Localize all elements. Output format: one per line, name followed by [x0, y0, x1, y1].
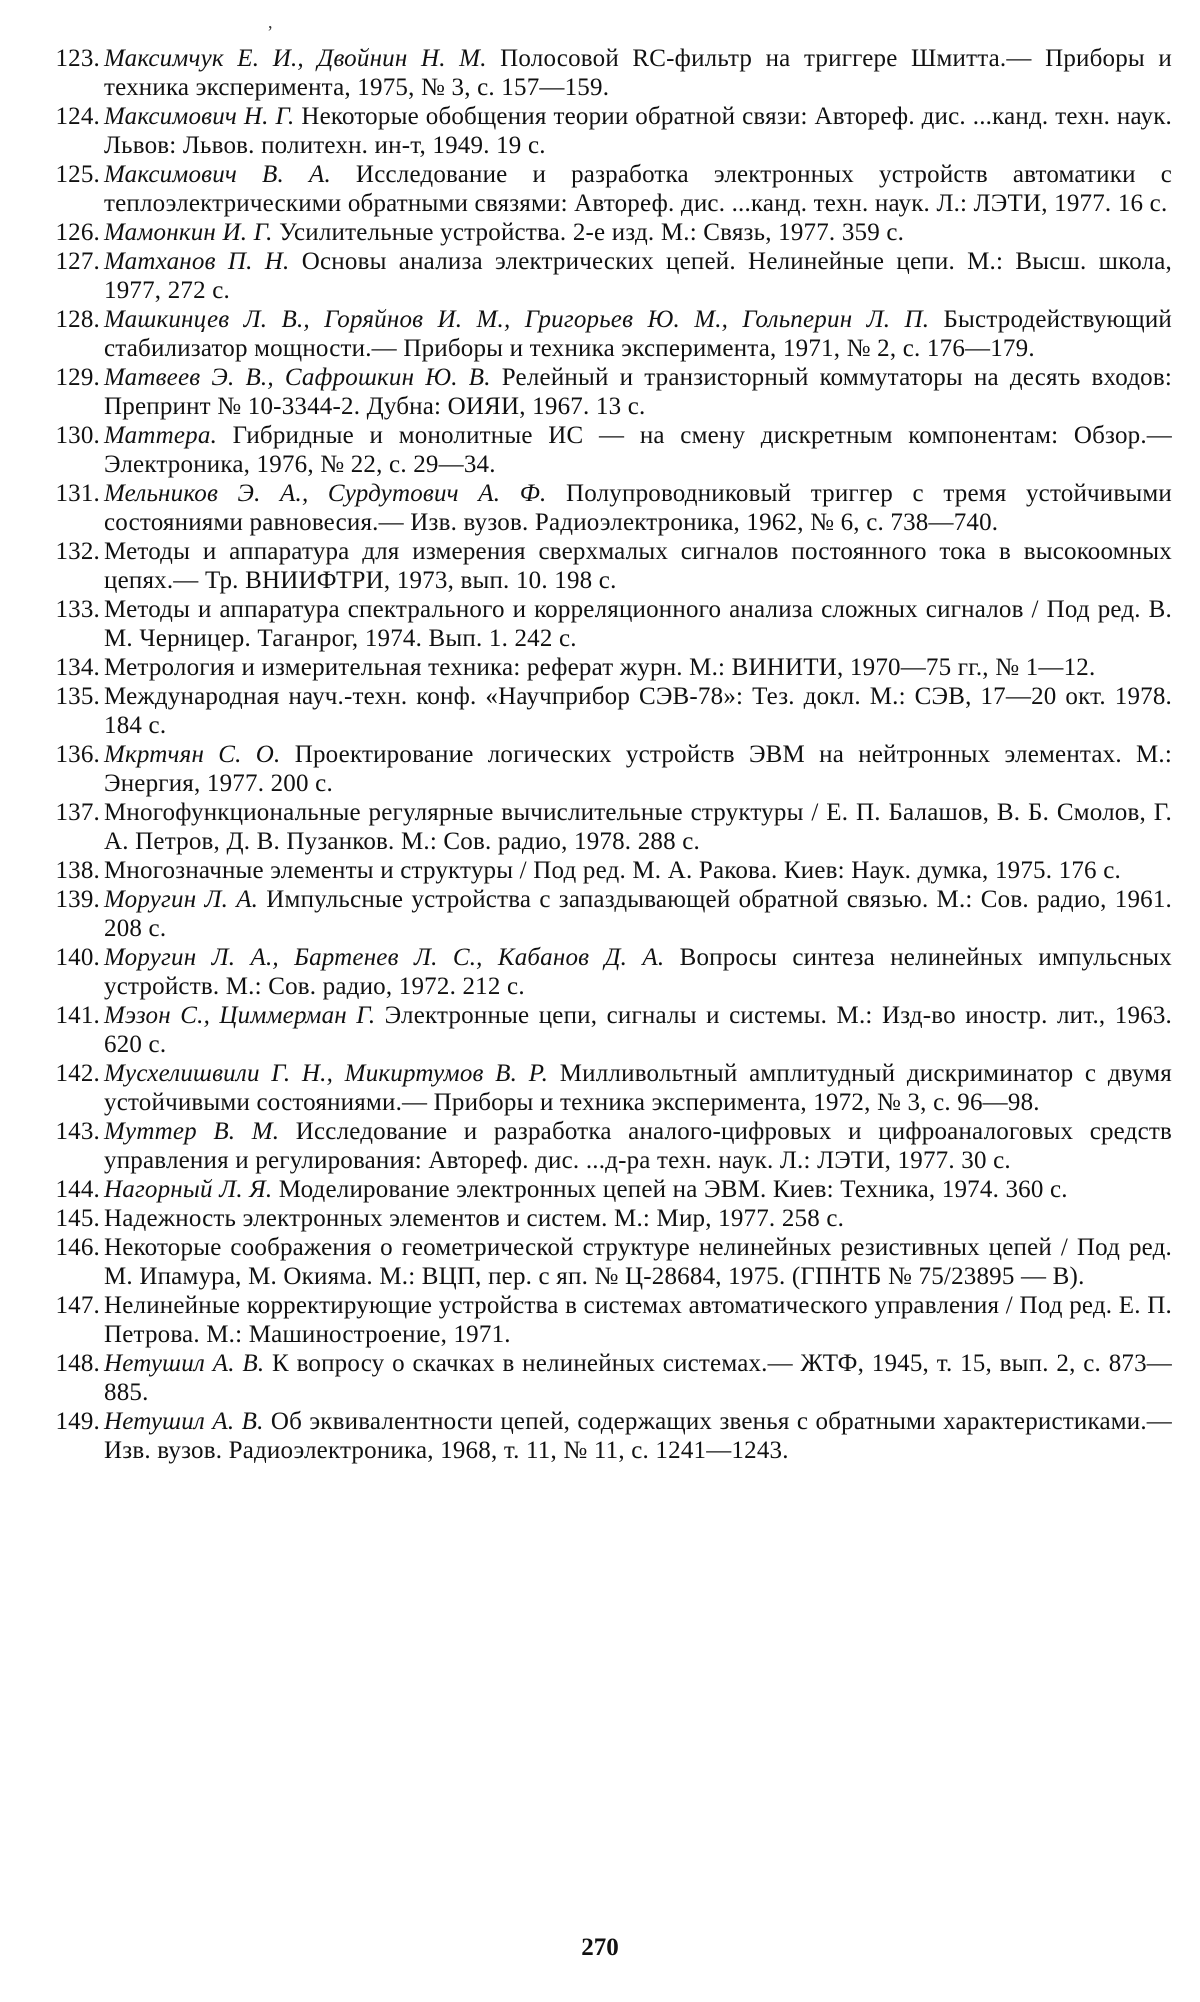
reference-text: Некоторые соображения о геометрической структуре нелинейных резистивных цепей / Под ред. М. Ипамура, М. Окияма. М.: ВЦП, пер. с яп. № Ц-28684, 1975. (ГПНТБ № 75/23895 — В).: [104, 1234, 1172, 1290]
reference-entry: [55, 1059, 1172, 1117]
reference-text: Полосовой RC-фильтр на триггере Шмитта.— Приборы и техника эксперимента, 1975, № 3, с. 157—159.: [104, 45, 1173, 101]
reference-text: Многофункциональные регулярные вычислительные структуры / Е. П. Балашов, В. Б. Смолов, Г. А. Петров, Д. В. Пузанков. М.: Сов. радио, 1978. 288 с.: [104, 799, 1172, 855]
reference-entry: [55, 1001, 1173, 1059]
reference-text: Милливольтный амплитудный дискриминатор с двумя устойчивыми состояниями.— Приборы и техника эксперимента, 1972, № 3, с. 96—98.: [104, 1060, 1172, 1116]
reference-entry: [55, 1204, 1172, 1233]
reference-author: Машкинцев Л. В., Горяйнов И. М., Григорьев Ю. М., Гольперин Л. П.: [104, 306, 930, 333]
reference-number: 139.: [55, 886, 100, 913]
reference-text: Усилительные устройства. 2-е изд. М.: Связь, 1977. 359 с.: [272, 219, 905, 246]
reference-author: Моругин Л. А.: [104, 886, 259, 913]
reference-text: К вопросу о скачках в нелинейных системах.— ЖТФ, 1945, т. 15, вып. 2, с. 873—885.: [104, 1350, 1172, 1406]
reference-number: 147.: [55, 1292, 100, 1319]
top-mark: ,: [268, 12, 273, 32]
reference-author: Матвеев Э. В., Сафрошкин Ю. В.: [104, 364, 491, 391]
reference-number: 133.: [55, 596, 100, 623]
reference-entry: [55, 102, 1172, 160]
reference-author: Муттер В. М.: [104, 1118, 280, 1145]
reference-author: Маттера.: [104, 422, 218, 449]
reference-number: 141.: [55, 1002, 100, 1029]
reference-list: [55, 44, 1173, 1465]
reference-number: 138.: [55, 857, 100, 884]
reference-entry: [55, 595, 1172, 653]
reference-number: 145.: [55, 1205, 100, 1232]
reference-number: 134.: [55, 654, 100, 681]
reference-text: Нелинейные корректирующие устройства в системах автоматического управления / Под ред. Е. П. Петрова. М.: Машиностроение, 1971.: [104, 1292, 1172, 1348]
reference-entry: [55, 885, 1173, 943]
reference-text: Международная науч.-техн. конф. «Научприбор СЭВ-78»: Тез. докл. М.: СЭВ, 17—20 окт. 1978. 184 с.: [104, 683, 1172, 739]
reference-author: Моругин Л. А., Бартенев Л. С., Кабанов Д. А.: [104, 944, 665, 971]
reference-entry: [55, 1233, 1172, 1291]
reference-author: Матханов П. Н.: [104, 248, 290, 275]
reference-author: Мкртчян С. О.: [104, 741, 281, 768]
reference-text: Гибридные и монолитные ИС — на смену дискретным компонентам: Обзор.— Электроника, 1976, № 22, с. 29—34.: [104, 422, 1172, 478]
reference-entry: [55, 1407, 1172, 1465]
reference-text: Моделирование электронных цепей на ЭВМ. Киев: Техника, 1974. 360 с.: [272, 1176, 1068, 1203]
reference-entry: [55, 160, 1172, 218]
reference-text: Проектирование логических устройств ЭВМ на нейтронных элементах. М.: Энергия, 1977. 200 с.: [104, 741, 1172, 797]
reference-entry: [55, 740, 1172, 798]
reference-entry: [55, 363, 1173, 421]
reference-author: Максимович В. А.: [104, 161, 331, 188]
reference-entry: [55, 1349, 1172, 1407]
reference-text: Полупроводниковый триггер с тремя устойчивыми состояниями равновесия.— Изв. вузов. Радиоэлектроника, 1962, № 6, с. 738—740.: [104, 480, 1172, 536]
reference-text: Вопросы синтеза нелинейных импульсных устройств. М.: Сов. радио, 1972. 212 с.: [104, 944, 1172, 1000]
reference-number: 149.: [55, 1408, 100, 1435]
reference-entry: [55, 856, 1172, 885]
reference-entry: [55, 537, 1172, 595]
reference-number: 131.: [55, 480, 100, 507]
reference-text: Электронные цепи, сигналы и системы. М.: Изд-во иностр. лит., 1963. 620 с.: [104, 1002, 1173, 1058]
reference-number: 148.: [55, 1350, 100, 1377]
reference-number: 128.: [55, 306, 100, 333]
reference-number: 142.: [55, 1060, 100, 1087]
reference-entry: [55, 479, 1172, 537]
reference-entry: [55, 421, 1172, 479]
reference-entry: [55, 682, 1172, 740]
reference-author: Мельников Э. А., Сурдутович А. Ф.: [104, 480, 547, 507]
reference-number: 143.: [55, 1118, 100, 1145]
reference-number: 146.: [55, 1234, 100, 1261]
reference-number: 126.: [55, 219, 100, 246]
reference-entry: [55, 943, 1172, 1001]
reference-text: Метрология и измерительная техника: реферат журн. М.: ВИНИТИ, 1970—75 гг., № 1—12.: [104, 654, 1096, 681]
reference-author: Нетушил А. В.: [104, 1350, 265, 1377]
reference-text: Основы анализа электрических цепей. Нелинейные цепи. М.: Высш. школа, 1977, 272 с.: [104, 248, 1172, 304]
reference-text: Исследование и разработка электронных устройств автоматики с теплоэлектрическими обратными связями: Автореф. дис. ...канд. техн. наук. Л.: ЛЭТИ, 1977. 16 с.: [104, 161, 1172, 217]
reference-author: Мусхелишвили Г. Н., Микиртумов В. Р.: [104, 1060, 549, 1087]
reference-number: 140.: [55, 944, 100, 971]
reference-entry: [55, 1175, 1172, 1204]
reference-number: 137.: [55, 799, 100, 826]
reference-text: Релейный и транзисторный коммутаторы на десять входов: Препринт № 10-3344-2. Дубна: ОИЯИ, 1967. 13 с.: [104, 364, 1173, 420]
reference-entry: [55, 247, 1172, 305]
reference-text: Методы и аппаратура спектрального и корреляционного анализа сложных сигналов / Под ред. В. М. Черницер. Таганрог, 1974. Вып. 1. 242 с.: [104, 596, 1172, 652]
page-number: 270: [581, 1934, 619, 1961]
reference-text: Быстродействующий стабилизатор мощности.— Приборы и техника эксперимента, 1971, № 2, с. 176—179.: [104, 306, 1172, 362]
reference-number: 135.: [55, 683, 100, 710]
reference-text: Методы и аппаратура для измерения сверхмалых сигналов постоянного тока в высокоомных цепях.— Тр. ВНИИФТРИ, 1973, вып. 10. 198 с.: [104, 538, 1172, 594]
reference-number: 124.: [55, 103, 100, 130]
reference-author: Мамонкин И. Г.: [104, 219, 273, 246]
reference-text: Многозначные элементы и структуры / Под ред. М. А. Ракова. Киев: Наук. думка, 1975. 176 с.: [104, 857, 1121, 884]
reference-number: 129.: [55, 364, 100, 391]
reference-text: Импульсные устройства с запаздывающей обратной связью. М.: Сов. радио, 1961. 208 с.: [104, 886, 1173, 942]
reference-text: Исследование и разработка аналого-цифровых и цифроаналоговых средств управления и регулирования: Автореф. дис. ...д-ра техн. наук. Л.: ЛЭТИ, 1977. 30 с.: [104, 1118, 1172, 1174]
reference-number: 132.: [55, 538, 100, 565]
reference-entry: [55, 44, 1173, 102]
reference-text: Об эквивалентности цепей, содержащих звенья с обратными характеристиками.— Изв. вузов. Радиоэлектроника, 1968, т. 11, № 11, с. 1241—1243.: [104, 1408, 1172, 1464]
reference-number: 144.: [55, 1176, 100, 1203]
reference-entry: [55, 798, 1172, 856]
reference-number: 125.: [55, 161, 100, 188]
reference-number: 130.: [55, 422, 100, 449]
reference-entry: [55, 1117, 1172, 1175]
reference-entry: [55, 1291, 1172, 1349]
reference-number: 123.: [55, 45, 100, 72]
reference-entry: [55, 218, 1172, 247]
reference-text: Надежность электронных элементов и систем. М.: Мир, 1977. 258 с.: [104, 1205, 845, 1232]
reference-entry: [55, 653, 1172, 682]
reference-number: 136.: [55, 741, 100, 768]
reference-author: Мэзон С., Циммерман Г.: [104, 1002, 376, 1029]
reference-number: 127.: [55, 248, 100, 275]
reference-author: Максимчук Е. И., Двойнин Н. М.: [104, 45, 487, 72]
reference-entry: [55, 305, 1172, 363]
reference-author: Нетушил А. В.: [104, 1408, 264, 1435]
reference-text: Некоторые обобщения теории обратной связи: Автореф. дис. ...канд. техн. наук. Львов: Львов. политехн. ин-т, 1949. 19 с.: [104, 103, 1172, 159]
reference-author: Нагорный Л. Я.: [104, 1176, 273, 1203]
reference-author: Максимович Н. Г.: [104, 103, 295, 130]
